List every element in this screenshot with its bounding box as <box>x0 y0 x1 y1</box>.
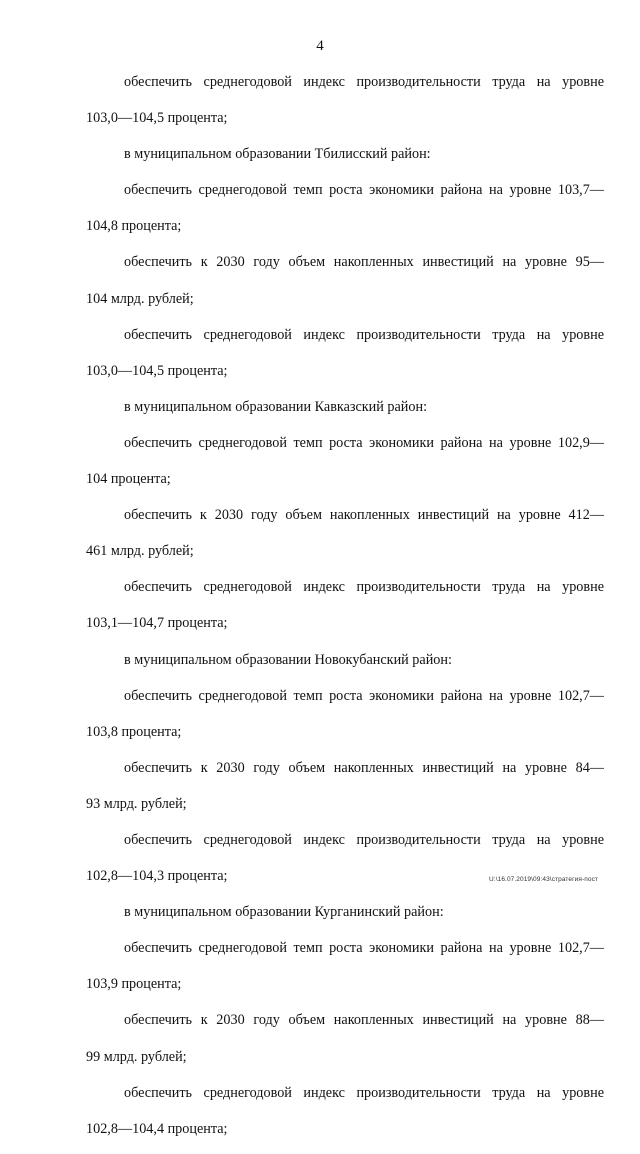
text-line: обеспечить к 2030 году объем накопленных инвестиций на уровне 84— <box>124 759 604 776</box>
text-line: в муниципальном образовании Новокубанский район: <box>124 651 452 668</box>
text-line: обеспечить среднегодовой индекс производительности труда на уровне <box>124 579 604 596</box>
text-line: обеспечить к 2030 году объем накопленных инвестиций на уровне 88— <box>124 1012 604 1029</box>
text-line: 104,8 процента; <box>86 218 182 235</box>
page-number: 4 <box>316 38 324 54</box>
text-line: 103,0—104,5 процента; <box>86 362 228 379</box>
text-line: обеспечить среднегодовой темп роста экономики района на уровне 102,9— <box>124 434 604 451</box>
text-line: обеспечить к 2030 году объем накопленных инвестиций на уровне 412— <box>124 507 604 524</box>
text-line: обеспечить среднегодовой темп роста экономики района на уровне 102,7— <box>124 940 604 957</box>
text-line: обеспечить среднегодовой темп роста экономики района на уровне 103,7— <box>124 182 604 199</box>
text-line: обеспечить к 2030 году объем накопленных инвестиций на уровне 95— <box>124 254 604 271</box>
text-line: обеспечить среднегодовой индекс производительности труда на уровне <box>124 326 604 343</box>
text-line: 102,8—104,4 процента; <box>86 1120 228 1137</box>
text-line: 103,9 процента; <box>86 976 182 993</box>
footer-file-stamp: U:\16.07.2019\09:43\стратегия-пост <box>489 876 598 883</box>
text-line: 93 млрд. рублей; <box>86 795 187 812</box>
text-line: 102,8—104,3 процента; <box>86 868 228 885</box>
text-line: 103,0—104,5 процента; <box>86 110 228 127</box>
text-line: обеспечить среднегодовой темп роста экономики района на уровне 102,7— <box>124 687 604 704</box>
text-line: 104 млрд. рублей; <box>86 290 194 307</box>
text-line: 103,1—104,7 процента; <box>86 615 228 632</box>
text-line: 104 процента; <box>86 471 171 488</box>
text-line: 103,8 процента; <box>86 723 182 740</box>
text-line: обеспечить среднегодовой индекс производительности труда на уровне <box>124 831 604 848</box>
text-line: в муниципальном образовании Курганинский район: <box>124 904 444 921</box>
text-line: 461 млрд. рублей; <box>86 543 194 560</box>
document-body <box>86 71 604 1154</box>
text-line: в муниципальном образовании Кавказский район: <box>124 398 428 415</box>
text-line: в муниципальном образовании Тбилисский район: <box>124 146 431 163</box>
text-line: 99 млрд. рублей; <box>86 1048 187 1065</box>
text-line: обеспечить среднегодовой индекс производительности труда на уровне <box>124 1084 604 1101</box>
text-line: обеспечить среднегодовой индекс производительности труда на уровне <box>124 74 604 90</box>
